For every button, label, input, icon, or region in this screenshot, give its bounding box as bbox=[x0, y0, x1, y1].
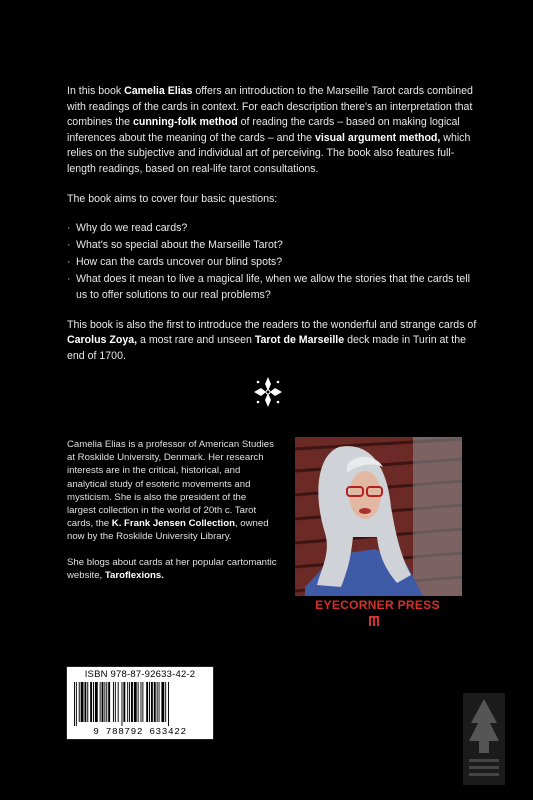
text-run: of reading the cards – based on making logical inferences about the meaning of the cards – and the bbox=[67, 116, 460, 144]
author-bio bbox=[67, 438, 277, 594]
back-cover-intro bbox=[67, 84, 477, 378]
text-run: , owned now by the Roskilde University Library. bbox=[67, 518, 269, 543]
bio-paragraph-1 bbox=[67, 438, 277, 544]
text-run: which relies on the subjective and individual art of perceiving. The book also features full-length readings, based on real-life tarot consultations. bbox=[67, 131, 471, 175]
isbn-barcode bbox=[66, 666, 214, 740]
bold-text: cunning-folk method bbox=[132, 116, 238, 129]
bio-paragraph-2 bbox=[67, 556, 277, 582]
text-run: a most rare and unseen bbox=[137, 334, 255, 347]
intro-paragraph-1 bbox=[67, 84, 477, 178]
intro-paragraph-2: The book aims to cover four basic questions: bbox=[67, 192, 278, 205]
diamond-ornament-icon bbox=[253, 376, 283, 408]
bold-text: K. Frank Jensen Collection bbox=[111, 518, 235, 530]
bold-text: Tarot de Marseille bbox=[254, 334, 345, 347]
text-run: She blogs about cards at her popular cartomantic website, bbox=[67, 556, 277, 581]
questions-list bbox=[67, 221, 477, 303]
fsc-logo-icon bbox=[463, 693, 505, 785]
bold-text: visual argument method, bbox=[314, 131, 441, 144]
bold-text: Taroflexions. bbox=[104, 569, 164, 581]
isbn-label: ISBN 978-87-92633-42-2 bbox=[84, 669, 196, 680]
author-photo bbox=[295, 437, 462, 596]
barcode-digits: 9 788792 633422 bbox=[93, 726, 187, 737]
text-run: This book is also the first to introduce the readers to the wonderful and strange cards of bbox=[67, 318, 477, 331]
publisher-name: EYECORNER PRESS bbox=[315, 598, 440, 612]
list-item: · Why do we read cards? bbox=[67, 221, 477, 237]
bold-text: Carolus Zoya, bbox=[67, 334, 138, 347]
text-run: Camelia Elias is a professor of American Studies at Roskilde University, Denmark. Her research interests are in the critical, historical, and analytical study of esoteric movements and mysticism. She is also the president of the largest collection in the world of 20th c. Tarot cards, the bbox=[67, 439, 274, 530]
intro-paragraph-3 bbox=[67, 318, 477, 365]
text-run: deck made in Turin at the end of 1700. bbox=[67, 334, 467, 362]
bold-text: Camelia Elias bbox=[124, 85, 193, 97]
list-item: · What's so special about the Marseille Tarot? bbox=[67, 238, 477, 254]
list-item: · What does it mean to live a magical life, when we allow the stories that the cards tell us to offer solutions to our real problems? bbox=[67, 272, 477, 303]
list-item: · How can the cards uncover our blind spots? bbox=[67, 255, 477, 271]
text-run: offers an introduction to the Marseille Tarot cards combined with readings of the cards in context. For each description there's an interpretation that combines the bbox=[67, 85, 473, 129]
barcode-bars bbox=[72, 682, 208, 726]
publisher-logo-icon bbox=[368, 614, 382, 628]
text-run: In this book bbox=[67, 85, 125, 97]
